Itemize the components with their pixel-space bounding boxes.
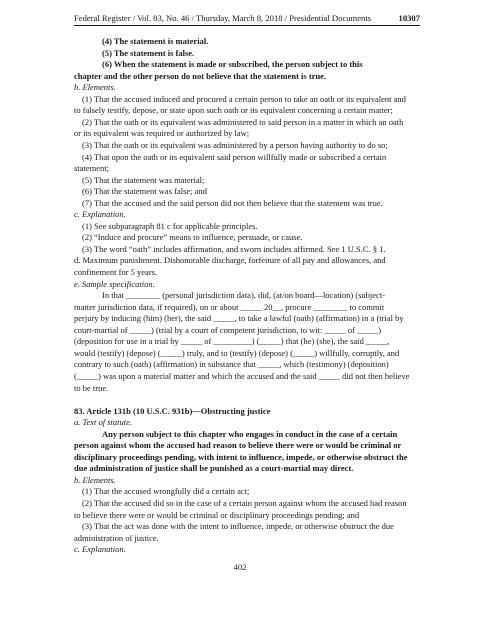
document-line: (3) That the oath or its equivalent was administered by a person having authority to do so; — [82, 139, 388, 150]
document-line: statement; — [74, 163, 109, 174]
document-line: administration of justice. — [74, 532, 159, 543]
document-line: to falsely testify, depose, or state upon such oath or its equivalent concerning a certain matter; — [74, 105, 393, 116]
document-line: (_____) was upon a material matter and which the accused and the said _____ did not then believe — [74, 370, 410, 381]
document-line: (1) That the accused wrongfully did a certain act; — [82, 486, 250, 497]
document-line: would (testify) (depose) (_____) truly, and to (testify) (depose) (_____) willfully, corruptly, and — [74, 347, 400, 358]
document-line: (6) When the statement is made or subscribed, the person subject to this — [102, 59, 363, 70]
document-line: c. Explanation. — [74, 544, 126, 555]
document-line: chapter and the other person do not believe that the statement is true. — [74, 70, 327, 81]
document-line: (6) That the statement was false; and — [82, 186, 207, 197]
document-line: (4) The statement is material. — [102, 36, 209, 46]
header-citation: Federal Register / Vol. 83, No. 46 / Thursday, March 8, 2018 / Presidential Documents — [74, 13, 372, 23]
document-line: (1) See subparagraph 81 c for applicable principles. — [82, 220, 258, 231]
document-line: a. Text of statute. — [74, 417, 133, 428]
document-line: disciplinary proceedings pending, with intent to influence, impede, or otherwise obstruct the — [74, 451, 408, 462]
document-line: e. Sample specification. — [74, 278, 155, 289]
document-line: (7) That the accused and the said person did not then believe that the statement was true. — [82, 197, 383, 208]
document-line: (1) That the accused induced and procured a certain person to take an oath or its equivalent and — [82, 93, 406, 104]
document-line: (2) That the accused did so in the case of a certain person against whom the accused had reason — [82, 498, 407, 508]
document-line: b. Elements. — [74, 82, 116, 93]
document-line: court-martial of _____) (trial by a court of competent jurisdiction, to wit: _____ of _____) — [74, 324, 382, 335]
document-line: 83. Article 131b (10 U.S.C. 931b)—Obstructing justice — [74, 405, 271, 416]
document-line: to be true. — [74, 382, 109, 393]
document-line: (5) That the statement was material; — [82, 174, 205, 185]
document-line: person against whom the accused had reason to believe there were or would be criminal or — [74, 440, 402, 451]
document-line: to believe there were or would be criminal or disciplinary proceedings pending; and — [74, 509, 360, 520]
document-line: (3) The word “oath” includes affirmation, and sworn includes affirmed. See 1 U.S.C. § 1. — [82, 243, 386, 254]
document-line: d. Maximum punishment. Dishonorable discharge, forfeiture of all pay and allowances, and — [74, 255, 386, 266]
document-line: (2) “Induce and procure” means to influence, persuade, or cause. — [82, 232, 303, 243]
document-line: due administration of justice shall be punished as a court-martial may direct. — [74, 463, 354, 474]
federal-register-header — [74, 11, 420, 26]
document-line: or its equivalent was required or authorized by law; — [74, 128, 250, 139]
document-line: confinement for 5 years. — [74, 267, 158, 277]
document-line: In that ________ (personal jurisdiction data), did, (at/on board—location) (subject- — [102, 290, 386, 301]
document-line: perjury by inducing (him) (her), the said _____, to take a lawful (oath) (affirmation) in a (trial by — [74, 313, 404, 324]
document-line: matter jurisdiction data, if required), on or about _____ 20__, procure ________ to commit — [74, 301, 385, 312]
header-page-number: 10307 — [398, 13, 420, 23]
document-line: (3) That the act was done with the intent to influence, impede, or otherwise obstruct the due — [82, 521, 394, 532]
document-line: contrary to such (oath) (affirmation) in substance that _____, which (testimony) (deposition) — [74, 359, 389, 370]
document-line: b. Elements. — [74, 474, 116, 485]
document-line: Any person subject to this chapter who engages in conduct in the case of a certain — [102, 428, 398, 439]
document-line: (2) That the oath or its equivalent was administered to said person in a matter in which an oath — [82, 116, 404, 127]
page-footer-number: 402 — [233, 562, 247, 572]
document-line: (deposition for use in a trial by _____ of _________) (_____) that (he) (she), the said _____, — [74, 336, 390, 347]
document-line: (4) That upon the oath or its equivalent said person willfully made or subscribed a certain — [82, 151, 387, 162]
document-line: c. Explanation. — [74, 209, 126, 220]
document-line: (5) The statement is false. — [102, 47, 195, 58]
